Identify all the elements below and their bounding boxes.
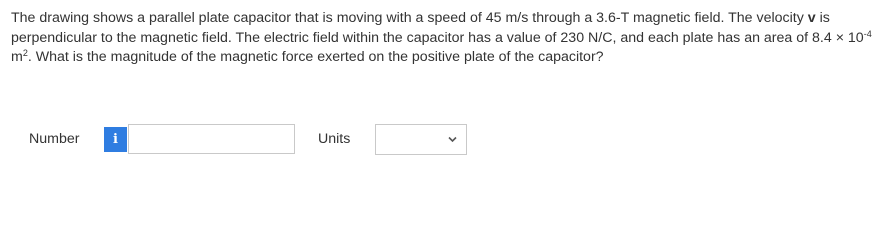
number-input[interactable] <box>128 124 295 154</box>
chevron-down-icon <box>448 136 457 143</box>
question-part3: m <box>11 49 23 65</box>
question-part2: is perpendicular to the magnetic field. The electric field within the capacitor has a value of 230 N/C, and each plate has an area of 8.4 × 10 <box>11 10 864 46</box>
number-label: Number <box>29 131 80 147</box>
answer-row <box>0 124 892 156</box>
question-paragraph <box>11 9 883 68</box>
question-part1: The drawing shows a parallel plate capacitor that is moving with a speed of 45 m/s through a 3.6-T magnetic field. The velocity <box>11 10 808 26</box>
area-unit-exponent: 2 <box>22 48 28 58</box>
question-part4: . What is the magnitude of the magnetic force exerted on the positive plate of the capacitor? <box>27 49 604 65</box>
info-icon[interactable]: i <box>104 127 127 152</box>
units-select[interactable] <box>375 124 467 155</box>
question-text <box>11 9 883 68</box>
area-exponent-power-of-ten: -4 <box>863 28 872 39</box>
velocity-symbol: v <box>807 10 816 26</box>
units-label: Units <box>318 131 351 147</box>
